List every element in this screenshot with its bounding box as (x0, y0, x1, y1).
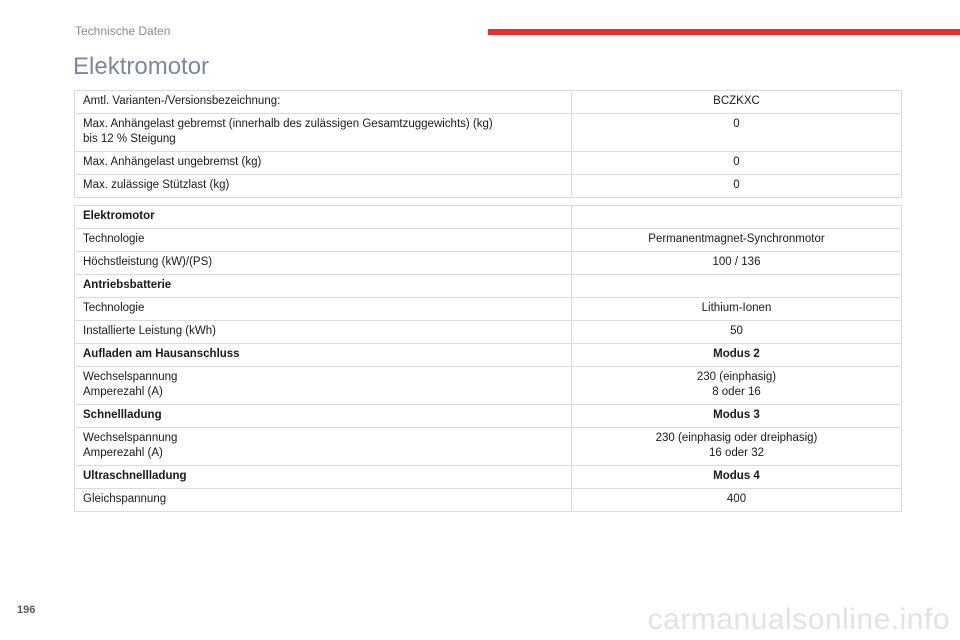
electric-motor-table (74, 205, 902, 512)
label-line: Amperezahl (A) (83, 447, 163, 459)
label-line: bis 12 % Steigung (83, 133, 176, 145)
value-line: 50 (730, 325, 743, 337)
label-line: Wechselspannung (83, 432, 178, 444)
row-label (75, 489, 572, 512)
table-row (75, 229, 902, 252)
value-line: Modus 3 (713, 409, 760, 421)
label-line: Gleichspannung (83, 493, 167, 505)
label-line: Max. Anhängelast gebremst (innerhalb des zulässigen Gesamtzuggewichts) (kg) (83, 118, 493, 130)
row-label (75, 91, 572, 114)
row-label (75, 175, 572, 198)
label-line: Wechselspannung (83, 371, 178, 383)
table-row (75, 91, 902, 114)
row-value (572, 466, 902, 489)
value-line: 230 (einphasig oder dreiphasig) (655, 432, 818, 444)
table-section-header (75, 206, 902, 229)
value-line: Modus 2 (713, 348, 760, 360)
table-row (75, 175, 902, 198)
row-label (75, 275, 572, 298)
row-value (572, 229, 902, 252)
watermark: carmanualsonline.info (647, 603, 950, 636)
label-line: Technologie (83, 302, 145, 314)
value-line: BCZKXC (713, 95, 760, 107)
table-row (75, 152, 902, 175)
row-value (572, 175, 902, 198)
row-value (572, 489, 902, 512)
table-row (75, 114, 902, 152)
label-line: Installierte Leistung (kWh) (83, 325, 216, 337)
table-row (75, 367, 902, 405)
row-value (572, 91, 902, 114)
value-line: 8 oder 16 (712, 386, 761, 398)
label-line: Amperezahl (A) (83, 386, 163, 398)
label-line: Antriebsbatterie (83, 279, 172, 291)
row-value (572, 206, 902, 229)
table-section-header (75, 466, 902, 489)
row-value (572, 298, 902, 321)
row-value (572, 405, 902, 428)
row-label (75, 405, 572, 428)
row-label (75, 344, 572, 367)
label-line: Aufladen am Hausanschluss (83, 348, 240, 360)
vehicle-specs-table (74, 90, 902, 198)
page-number: 196 (17, 604, 36, 616)
row-value (572, 428, 902, 466)
table-row (75, 489, 902, 512)
row-value (572, 321, 902, 344)
table-row (75, 298, 902, 321)
value-line: Lithium-Ionen (701, 302, 772, 314)
row-label (75, 252, 572, 275)
label-line: Max. zulässige Stützlast (kg) (83, 179, 230, 191)
value-line: 230 (einphasig) (696, 371, 777, 383)
label-line: Höchstleistung (kW)/(PS) (83, 256, 213, 268)
value-line: 400 (726, 493, 747, 505)
row-value (572, 114, 902, 152)
section-label: Technische Daten (75, 24, 171, 38)
row-label (75, 229, 572, 252)
accent-bar (488, 29, 960, 35)
table-section-header (75, 275, 902, 298)
row-label (75, 114, 572, 152)
row-label (75, 321, 572, 344)
label-line: Amtl. Varianten-/Versionsbezeichnung: (83, 95, 281, 107)
table-row (75, 252, 902, 275)
value-line: 0 (733, 179, 740, 191)
row-value (572, 275, 902, 298)
row-value (572, 344, 902, 367)
table-row (75, 428, 902, 466)
table-section-header (75, 405, 902, 428)
label-line: Technologie (83, 233, 145, 245)
row-value (572, 252, 902, 275)
row-label (75, 206, 572, 229)
table-row (75, 321, 902, 344)
value-line: 0 (733, 156, 740, 168)
row-label (75, 298, 572, 321)
row-label (75, 428, 572, 466)
label-line: Ultraschnellladung (83, 470, 187, 482)
label-line: Schnellladung (83, 409, 162, 421)
row-label (75, 466, 572, 489)
value-line: 0 (733, 118, 740, 130)
table-section-header (75, 344, 902, 367)
row-label (75, 152, 572, 175)
value-line: Permanentmagnet-Synchronmotor (648, 233, 825, 245)
label-line: Max. Anhängelast ungebremst (kg) (83, 156, 262, 168)
value-line: 100 / 136 (712, 256, 761, 268)
row-value (572, 152, 902, 175)
value-line: 16 oder 32 (709, 447, 764, 459)
label-line: Elektromotor (83, 210, 155, 222)
value-line: Modus 4 (713, 470, 760, 482)
row-value (572, 367, 902, 405)
page-title: Elektromotor (73, 53, 210, 80)
row-label (75, 367, 572, 405)
